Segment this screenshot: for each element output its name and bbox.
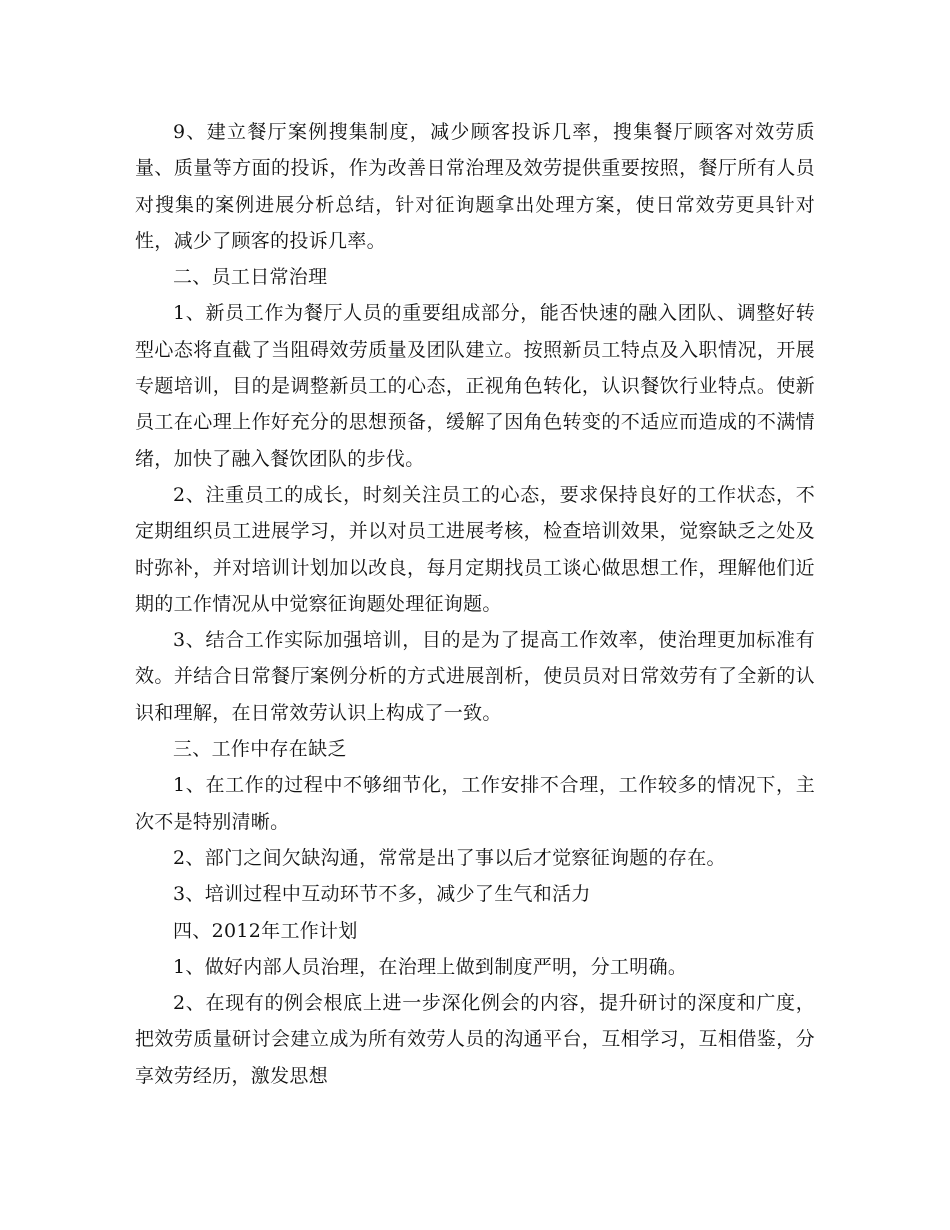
paragraph-plan-2: 2、在现有的例会根底上进一步深化例会的内容，提升研讨的深度和广度，把效劳质量研讨会建立成为所有效劳人员的沟通平台，互相学习，互相借鉴，分享效劳经历，激发思想 xyxy=(135,992,815,1087)
paragraph-case-collection: 9、建立餐厅案例搜集制度，减少顾客投诉几率，搜集餐厅顾客对效劳质量、质量等方面的投诉，作为改善日常治理及效劳提供重要按照，餐厅所有人员对搜集的案例进展分析总结，针对征询题拿出处理方案，使日常效劳更具针对性，减少了顾客的投诉几率。 xyxy=(135,121,815,252)
section-heading-work-plan: 四、2012年工作计划 xyxy=(173,919,358,942)
paragraph-staff-growth: 2、注重员工的成长，时刻关注员工的心态，要求保持良好的工作状态，不定期组织员工进展学习，并以对员工进展考核，检查培训效果，觉察缺乏之处及时弥补，并对培训计划加以改良，每月定期找员工谈心做思想工作，理解他们近期的工作情况从中觉察征询题处理征询题。 xyxy=(135,483,815,615)
section-heading-staff-management: 二、员工日常治理 xyxy=(173,266,328,289)
paragraph-shortcoming-2: 2、部门之间欠缺沟通，常常是出了事以后才觉察征询题的存在。 xyxy=(173,846,726,869)
paragraph-shortcoming-1: 1、在工作的过程中不够细节化，工作安排不合理，工作较多的情况下，主次不是特别清晰。 xyxy=(135,774,815,833)
section-heading-shortcomings: 三、工作中存在缺乏 xyxy=(173,738,347,761)
paragraph-shortcoming-3: 3、培训过程中互动环节不多，减少了生气和活力 xyxy=(173,883,591,906)
document-body xyxy=(135,114,815,1094)
paragraph-training: 3、结合工作实际加强培训，目的是为了提高工作效率，使治理更加标准有效。并结合日常餐厅案例分析的方式进展剖析，使员员对日常效劳有了全新的认识和理解，在日常效劳认识上构成了一致。 xyxy=(135,629,815,724)
paragraph-new-staff: 1、新员工作为餐厅人员的重要组成部分，能否快速的融入团队、调整好转型心态将直截了当阻碍效劳质量及团队建立。按照新员工特点及入职情况，开展专题培训，目的是调整新员工的心态，正视角色转化，认识餐饮行业特点。使新员工在心理上作好充分的思想预备，缓解了因角色转变的不适应而造成的不满情绪，加快了融入餐饮团队的步伐。 xyxy=(135,302,815,470)
paragraph-plan-1: 1、做好内部人员治理，在治理上做到制度严明，分工明确。 xyxy=(173,955,688,978)
